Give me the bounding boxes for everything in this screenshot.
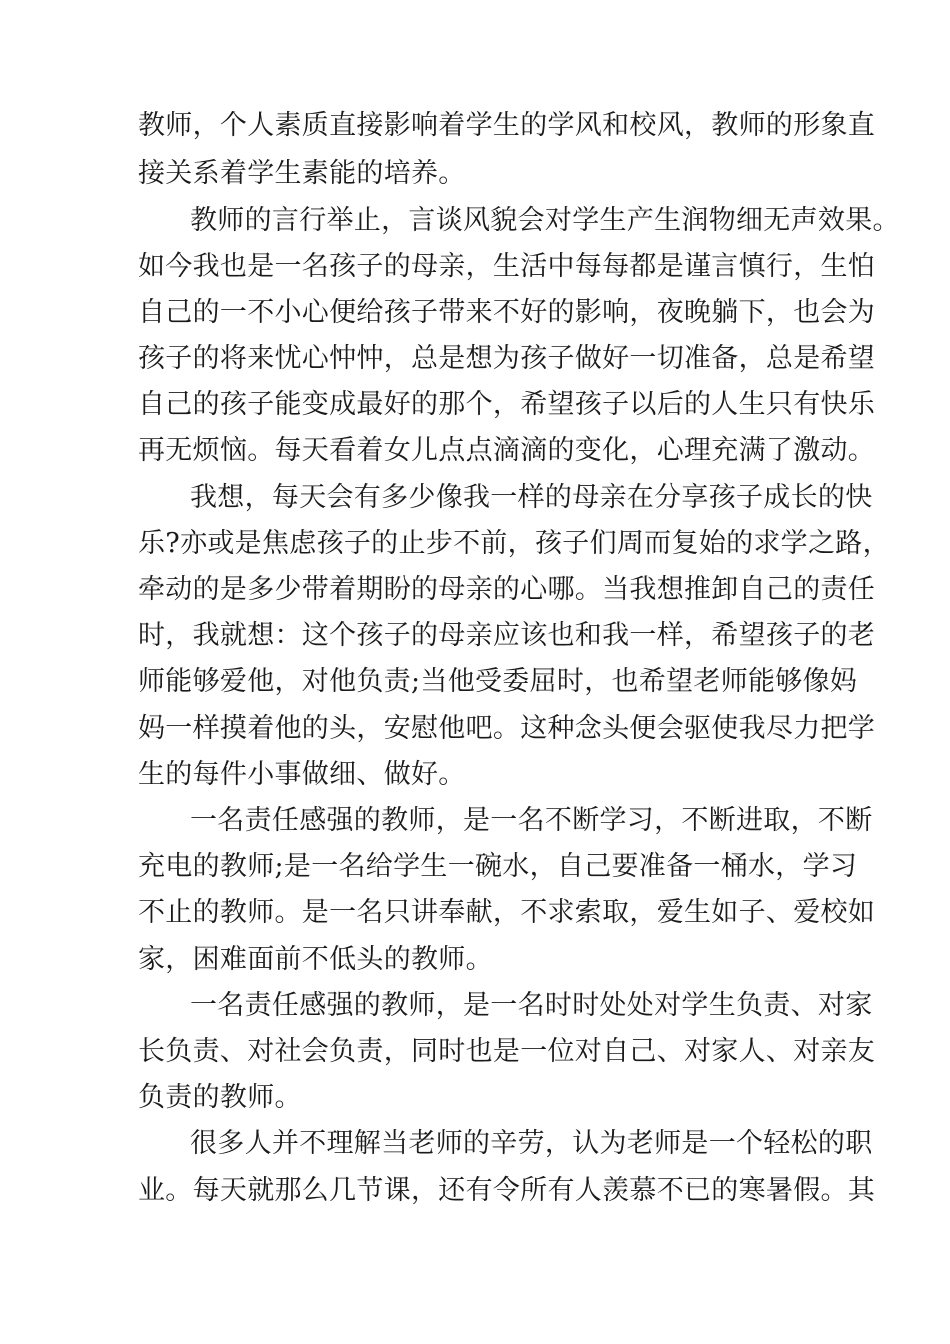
text-line: 业。每天就那么几节课，还有令所有人羡慕不已的寒暑假。其 (138, 1175, 876, 1206)
paragraph-start-line: 一名责任感强的教师，是一名时时处处对学生负责、对家 (190, 990, 873, 1021)
text-line: 孩子的将来忧心忡忡，总是想为孩子做好一切准备，总是希望 (138, 343, 876, 374)
text-line: 不止的教师。是一名只讲奉献，不求索取，爱生如子、爱校如 (138, 897, 876, 928)
text-line: 如今我也是一名孩子的母亲，生活中每每都是谨言慎行，生怕 (138, 251, 876, 282)
paragraph-start-line: 一名责任感强的教师，是一名不断学习，不断进取，不断 (190, 805, 873, 836)
paragraph-start-line: 教师的言行举止，言谈风貌会对学生产生润物细无声效果。 (190, 205, 900, 236)
text-line: 负责的教师。 (138, 1082, 302, 1113)
text-line: 师能够爱他，对他负责;当他受委屈时，也希望老师能够像妈 (138, 666, 858, 697)
paragraph-start-line: 很多人并不理解当老师的辛劳，认为老师是一个轻松的职 (190, 1128, 873, 1159)
text-line: 乐?亦或是焦虑孩子的止步不前，孩子们周而复始的求学之路， (138, 528, 890, 559)
text-line: 长负责、对社会负责，同时也是一位对自己、对家人、对亲友 (138, 1036, 876, 1067)
paragraph-start-line: 我想，每天会有多少像我一样的母亲在分享孩子成长的快 (190, 482, 873, 513)
text-line: 家，困难面前不低头的教师。 (138, 944, 493, 975)
text-line: 牵动的是多少带着期盼的母亲的心哪。当我想推卸自己的责任 (138, 574, 876, 605)
text-line: 妈一样摸着他的头，安慰他吧。这种念头便会驱使我尽力把学 (138, 713, 876, 744)
text-line: 自己的一不小心便给孩子带来不好的影响，夜晚躺下，也会为 (138, 297, 876, 328)
text-line: 再无烦恼。每天看着女儿点点滴滴的变化，心理充满了激动。 (138, 435, 876, 466)
text-line: 自己的孩子能变成最好的那个，希望孩子以后的人生只有快乐 (138, 389, 876, 420)
text-line: 生的每件小事做细、做好。 (138, 759, 466, 790)
text-line: 教师，个人素质直接影响着学生的学风和校风，教师的形象直 (138, 110, 876, 141)
text-line: 时，我就想：这个孩子的母亲应该也和我一样，希望孩子的老 (138, 620, 876, 651)
text-line: 充电的教师;是一名给学生一碗水，自己要准备一桶水，学习 (138, 851, 858, 882)
text-line: 接关系着学生素能的培养。 (138, 158, 466, 189)
